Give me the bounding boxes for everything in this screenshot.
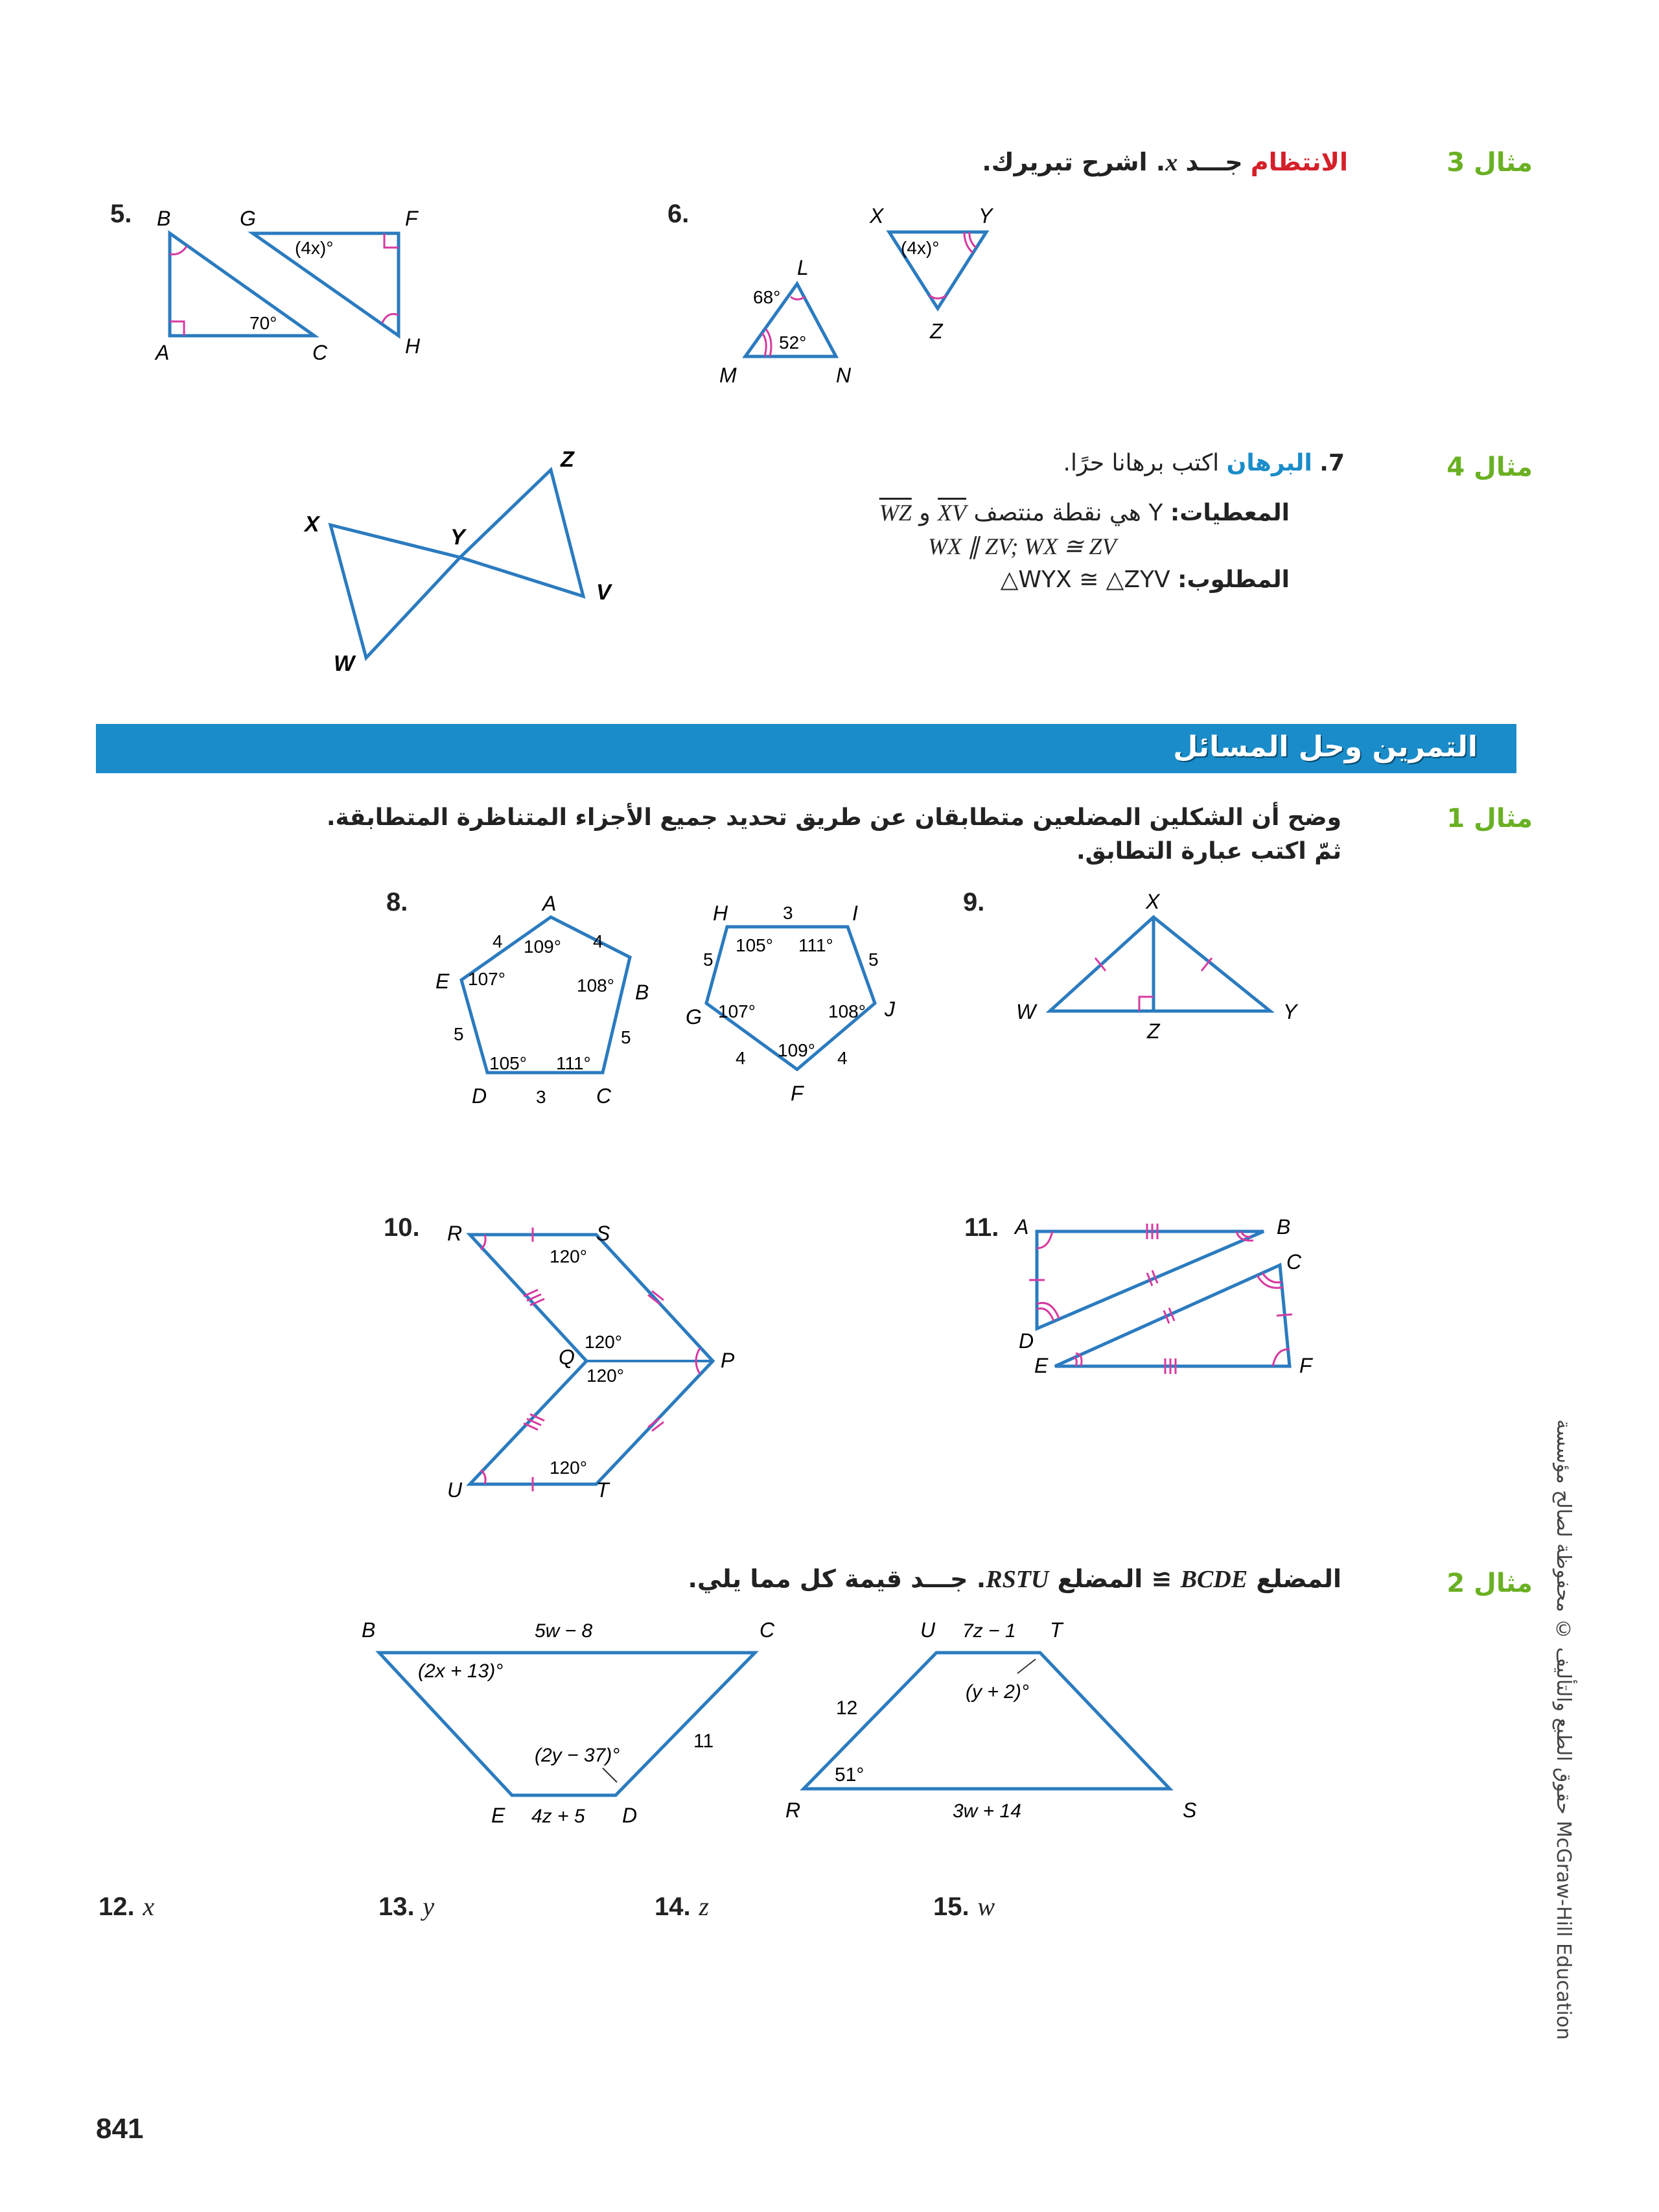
label-Y: Y: [450, 525, 465, 550]
label-A: A: [542, 892, 557, 915]
trapezoid-RSTU-figure: [778, 1607, 1231, 1841]
label-B: B: [157, 207, 171, 230]
problem-7-figure: [298, 441, 648, 687]
side-HI: 3: [783, 903, 793, 923]
label-T: T: [596, 1478, 609, 1497]
problem-11-figure: [1011, 1205, 1322, 1400]
exercise-15: [933, 1891, 995, 1922]
page-number: 841: [96, 2113, 144, 2145]
angle-Q-upper: 120°: [585, 1332, 622, 1352]
given-label: المعطيات:: [1170, 500, 1290, 526]
problem-5-figure: [143, 194, 447, 369]
label-F: F: [405, 207, 418, 230]
side-IJ: 5: [868, 949, 879, 970]
and-word: و: [919, 500, 931, 526]
label-Y: Y: [979, 204, 993, 227]
find-value-text: . جـــد قيمة كل مما يلي.: [688, 1565, 986, 1593]
problem-8-number: 8.: [386, 888, 408, 916]
problem-5-number: 5.: [110, 200, 132, 228]
explain-text: . اشرح تبريرك.: [982, 148, 1166, 176]
polygon-bcde: BCDE: [1180, 1566, 1248, 1593]
side-ED: 4z + 5: [531, 1806, 585, 1827]
example-1-instruction: وضح أن الشكلين المضلعين متطابقان عن طريق تحديد جميع الأجزاء المتناظرة المتطابقة. ثمّ اكتب عبارة التطابق.: [326, 804, 1341, 865]
problem-8-figure: [428, 888, 920, 1121]
label-E: E: [1034, 1354, 1049, 1377]
angle-arc-Z: [929, 296, 946, 299]
exercise-13: [378, 1891, 434, 1922]
angle-D: 105°: [489, 1053, 527, 1073]
copyright-sidebar: [1552, 1419, 1578, 2080]
label-W: W: [1016, 1000, 1036, 1023]
problem-9-number: 9.: [963, 888, 985, 916]
example-4-label: مثال 4: [1446, 452, 1533, 482]
polygon-rstu: RSTU: [986, 1566, 1049, 1593]
problem-10-figure: [441, 1212, 765, 1497]
problem-7-prove: [1001, 566, 1290, 593]
exercise-15-var: w: [977, 1892, 995, 1921]
label-C: C: [312, 341, 328, 364]
problem-11-number: 11.: [964, 1213, 999, 1242]
angle-arc-M: [762, 333, 766, 356]
label-U: U: [920, 1618, 936, 1642]
label-A: A: [156, 341, 170, 364]
exercise-14-number: 14.: [655, 1892, 691, 1921]
exercise-12: [99, 1891, 154, 1922]
angle-D: (2y − 37)°: [535, 1745, 620, 1766]
keyword-regularity: الانتظام: [1250, 148, 1348, 176]
label-F: F: [1299, 1354, 1312, 1377]
label-C: C: [760, 1618, 775, 1642]
label-J: J: [885, 997, 895, 1021]
side-CD: 11: [693, 1730, 714, 1752]
arrow-T: [1017, 1659, 1036, 1673]
tick-CF: [1277, 1314, 1292, 1316]
problem-6-figure: [706, 194, 1017, 389]
label-R: R: [447, 1222, 463, 1245]
example-3-instruction: [982, 148, 1348, 177]
label-Z: Z: [561, 447, 574, 472]
side-AB: 4: [593, 931, 603, 951]
label-W: W: [334, 651, 355, 676]
arc-A: [1037, 1231, 1052, 1248]
angle-G: 107°: [718, 1001, 756, 1021]
prove-statement: △WYX ≅ △ZYV: [1000, 566, 1170, 593]
label-B: B: [635, 981, 649, 1004]
label-S: S: [1183, 1799, 1197, 1822]
label-C: C: [1286, 1250, 1302, 1274]
side-BC: 5w − 8: [535, 1620, 593, 1642]
angle-R: 51°: [835, 1764, 864, 1786]
problem-7-number: 7.: [1319, 450, 1345, 476]
arrow-D: [603, 1768, 617, 1782]
label-V: V: [596, 580, 611, 605]
label-B: B: [1277, 1215, 1291, 1239]
prove-label: المطلوب:: [1178, 566, 1290, 593]
angle-arc-Y: [969, 232, 976, 248]
angle-T: (y + 2)°: [966, 1681, 1029, 1703]
example-3-label: مثال 3: [1446, 148, 1533, 178]
side-DC: 3: [536, 1087, 546, 1107]
label-I: I: [852, 902, 858, 925]
congruent-symbol: ≅: [1151, 1565, 1172, 1593]
label-T: T: [1050, 1618, 1063, 1642]
copyright-text: حقوق الطبع والتأليف © محفوظة لصالح مؤسسة McGraw-Hill Education: [1552, 1419, 1575, 2040]
angle-B: 108°: [577, 975, 614, 995]
arc-D: [1037, 1303, 1059, 1321]
practice-banner: [96, 724, 1516, 773]
label-S: S: [596, 1222, 610, 1245]
variable-x: x: [1165, 149, 1178, 176]
exercise-14-var: z: [699, 1892, 709, 1921]
label-G: G: [686, 1005, 702, 1029]
side-GH: 5: [703, 949, 713, 970]
label-X: X: [1146, 890, 1160, 913]
side-RS: 3w + 14: [953, 1800, 1021, 1822]
exercise-13-var: y: [423, 1892, 435, 1921]
side-FG: 4: [736, 1048, 746, 1068]
label-X: X: [870, 204, 884, 227]
side-RU: 12: [836, 1697, 858, 1719]
label-E: E: [435, 970, 450, 993]
angle-70: 70°: [249, 313, 277, 333]
angle-68: 68°: [753, 287, 781, 307]
problem-9-figure: [998, 888, 1335, 1056]
polygon-word-2: المضلع: [1057, 1565, 1143, 1593]
label-U: U: [447, 1478, 463, 1497]
side-JF: 4: [837, 1048, 848, 1068]
label-Q: Q: [559, 1345, 575, 1369]
label-D: D: [1019, 1329, 1034, 1353]
angle-4x: (4x)°: [901, 238, 940, 258]
example-2-instruction: [688, 1565, 1341, 1594]
angle-B: (2x + 13)°: [418, 1660, 504, 1682]
example-1-label: مثال 1: [1446, 804, 1533, 833]
polygon-word-1: المضلع: [1256, 1565, 1341, 1593]
right-angle-A: [170, 321, 184, 336]
angle-E: 107°: [468, 969, 505, 989]
triangle-BAC: [170, 233, 314, 336]
angle-arc-L: [791, 297, 805, 299]
side-ED: 5: [454, 1024, 464, 1044]
exercise-15-number: 15.: [933, 1892, 969, 1921]
triangle-ZYV: [460, 470, 583, 596]
segment-wz: WZ: [879, 500, 912, 526]
label-E: E: [491, 1804, 505, 1827]
angle-F: 109°: [778, 1040, 815, 1060]
exercise-12-number: 12.: [99, 1892, 135, 1921]
angle-A: 109°: [524, 937, 561, 957]
angle-J: 108°: [828, 1001, 866, 1021]
angle-arc-B: [170, 246, 187, 255]
problem-6-number: 6.: [667, 200, 690, 228]
chevron-RSPQ-QPTU: [470, 1235, 713, 1484]
label-H: H: [405, 334, 421, 358]
problem-7-given-line2: WX ∥ ZV; WX ≅ ZV: [928, 533, 1117, 559]
segment-xv: XV: [938, 500, 967, 526]
angle-4x: (4x)°: [295, 238, 334, 258]
exercise-12-var: x: [143, 1892, 155, 1921]
side-BC: 5: [621, 1027, 631, 1047]
label-Y: Y: [1283, 1000, 1297, 1023]
side-AE: 4: [493, 931, 503, 951]
find-word: جـــد: [1185, 148, 1243, 176]
label-D: D: [622, 1804, 638, 1827]
label-N: N: [836, 364, 852, 387]
angle-C: 111°: [556, 1053, 591, 1073]
angle-Q-lower: 120°: [586, 1366, 624, 1386]
label-Z: Z: [930, 320, 943, 343]
label-R: R: [785, 1799, 801, 1822]
label-X: X: [305, 512, 319, 537]
side-UT: 7z − 1: [962, 1620, 1016, 1642]
label-L: L: [797, 256, 809, 279]
problem-10-number: 10.: [384, 1213, 420, 1242]
triangle-WYX: [331, 525, 460, 658]
angle-arc-H: [382, 314, 399, 323]
problem-7-given: [879, 499, 1290, 526]
exercise-14: [655, 1891, 709, 1922]
trapezoid-BCDE-figure: [350, 1607, 804, 1841]
triangle-WXY: [1050, 917, 1270, 1011]
example-2-label: مثال 2: [1446, 1568, 1533, 1598]
angle-T: 120°: [550, 1458, 587, 1478]
label-D: D: [472, 1084, 487, 1108]
label-P: P: [721, 1349, 735, 1372]
angle-H: 105°: [736, 935, 773, 955]
label-M: M: [719, 364, 737, 387]
keyword-proof: البرهان: [1226, 450, 1312, 476]
label-A: A: [1015, 1215, 1029, 1239]
label-F: F: [791, 1082, 804, 1105]
angle-52: 52°: [779, 332, 807, 353]
label-H: H: [713, 902, 728, 925]
label-C: C: [596, 1084, 612, 1108]
given-text: Y هي نقطة منتصف: [973, 500, 1163, 526]
label-Z: Z: [1147, 1019, 1160, 1043]
label-B: B: [362, 1618, 376, 1642]
problem-7-instruction: [1063, 450, 1345, 476]
right-angle-Z: [1139, 997, 1154, 1011]
angle-I: 111°: [798, 935, 833, 955]
proof-instruction: اكتب برهانا حرًا.: [1063, 450, 1220, 476]
angle-S: 120°: [550, 1246, 587, 1266]
practice-banner-title: التمرين وحل المسائل: [1173, 730, 1478, 763]
right-angle-F: [384, 233, 399, 248]
label-G: G: [240, 207, 256, 230]
exercise-13-number: 13.: [378, 1892, 415, 1921]
